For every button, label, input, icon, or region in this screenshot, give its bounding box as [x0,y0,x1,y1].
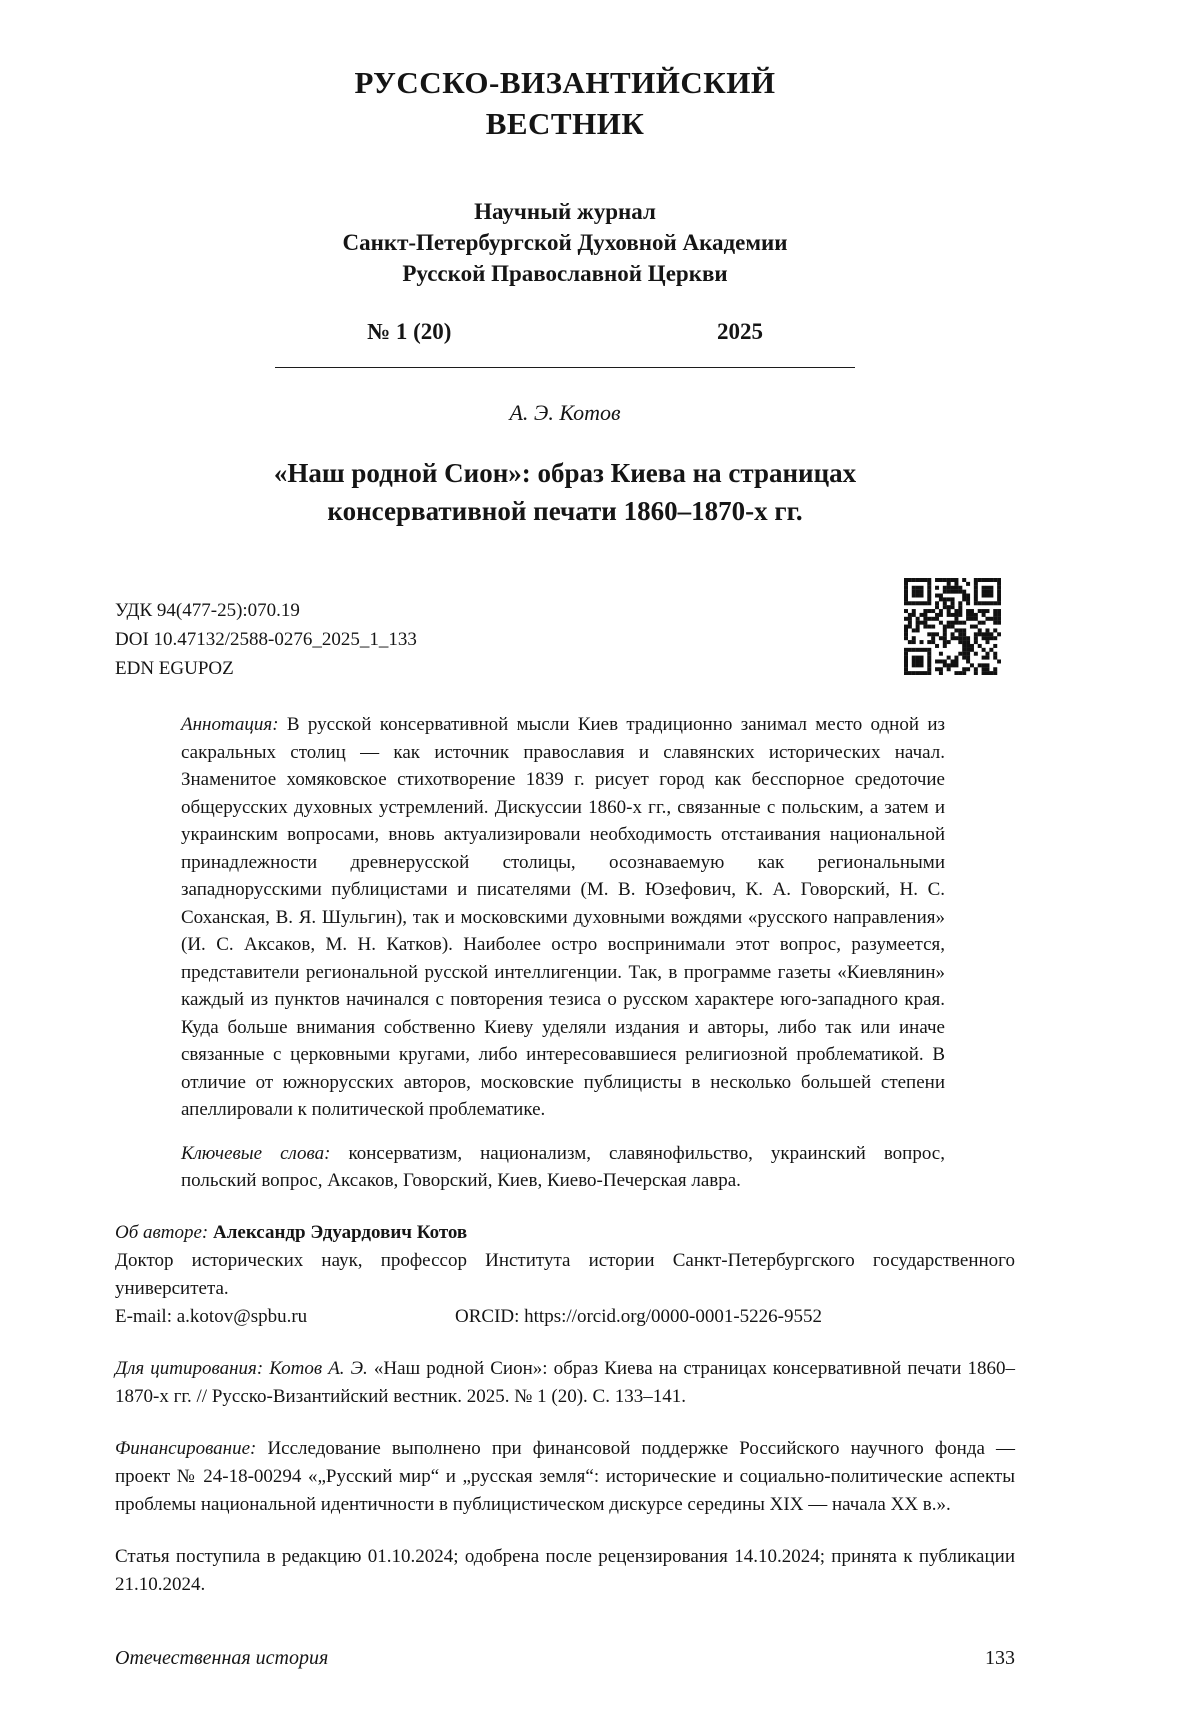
article-identifiers [115,596,417,683]
dates-section [115,1543,1015,1599]
keywords-section [181,1140,945,1195]
orcid-value: https://orcid.org/0000-0001-5226-9552 [524,1305,822,1327]
citation-section [115,1355,1015,1411]
keywords-label: Ключевые слова: [181,1142,331,1164]
footer-section-title: Отечественная история [115,1647,329,1669]
citation-label: Для цитирования: [115,1357,264,1379]
citation-text-block [115,1355,1015,1411]
email-label: E-mail: [115,1305,172,1327]
footer-page-number: 133 [985,1647,1015,1669]
abstract-section [181,711,945,1124]
author-bio: Доктор исторических наук, профессор Института истории Санкт-Петербургского государственного университета. [115,1249,1015,1299]
funding-label: Финансирование: [115,1437,257,1459]
journal-title [115,62,1015,144]
article-meta [115,596,1015,683]
article-author: А. Э. Котов [509,400,621,425]
email-value: a.kotov@spbu.ru [176,1305,308,1327]
about-author-label: Об авторе: [115,1221,209,1243]
journal-subtitle-line1: Научный журнал [474,199,656,224]
article-title [115,454,1015,530]
edn-code: EDN EGUPOZ [115,658,234,680]
article-title-line2: консервативной печати 1860–1870-х гг. [327,496,803,526]
funding-section [115,1435,1015,1519]
qr-code [904,578,1001,675]
doi-code: DOI 10.47132/2588-0276_2025_1_133 [115,629,417,651]
funding-text-block [115,1435,1015,1519]
orcid-label: ORCID: [455,1305,520,1327]
issue-number: № 1 (20) [367,319,452,344]
abstract-label: Аннотация: [181,714,279,736]
keywords-text: консерватизм, национализм, славянофильство, украинский вопрос, польский вопрос, Аксаков, Говорский, Киев, Киево-Печерская лавра. [181,1142,945,1192]
article-title-line1: «Наш родной Сион»: образ Киева на страницах [273,458,857,488]
citation-author: Котов А. Э. [269,1357,368,1379]
about-author-line [115,1219,1015,1247]
journal-subtitle [115,196,1015,289]
journal-subtitle-line2: Санкт-Петербургской Духовной Академии [342,230,788,255]
article-heading [115,368,1015,552]
journal-header [115,62,1015,368]
author-full-name: Александр Эдуардович Котов [213,1221,468,1243]
journal-title-line2: ВЕСТНИК [485,106,645,141]
journal-title-line1: РУССКО-ВИЗАНТИЙСКИЙ [354,65,776,100]
journal-subtitle-line3: Русской Православной Церкви [402,261,728,286]
citation-text: «Наш родной Сион»: образ Киева на страницах консервативной печати 1860–1870-х гг. // Русско-Византийский вестник. 2025. № 1 (20). С. 133–141. [115,1357,1015,1407]
abstract-text: В русской консервативной мысли Киев традиционно занимал место одной из сакральных столиц — как источник православия и славянских исторических начал. Знаменитое хомяковское стихотворение 1839 г. рисует город как бесспорное средоточие общерусских духовных устремлений. Дискуссии 1860-х гг., связанные с польским, а затем и украинским вопросами, вновь актуализировали необходимость отстаивания национальной принадлежности древнерусской столицы, осознаваемую как региональными западнорусскими публицистами и писателями (М. В. Юзефович, К. А. Говорский, Н. С. Соханская, В. Я. Шульгин), так и московскими духовными вождями «русского направления» (И. С. Аксаков, М. Н. Катков). Наиболее остро воспринимали этот вопрос, разумеется, представители региональной русской интеллигенции. Так, в программе газеты «Киевлянин» каждый из пунктов начинался с повторения тезиса о русском характере юго-западного края. Куда больше внимания собственно Киеву уделяли издания и авторы, либо так или иначе связанные с церковными кругами, либо интересовавшиеся религиозной проблематикой. В отличие от южнорусских авторов, московские публицисты в несколько большей степени апеллировали к политической проблематике. [181,714,945,1121]
about-author-section [115,1219,1015,1331]
orcid-line [455,1303,822,1331]
page-footer [115,1607,1015,1670]
issue-year: 2025 [717,319,763,344]
email-line [115,1303,455,1331]
issue-row [275,319,855,345]
contact-row [115,1303,1015,1331]
dates-text: Статья поступила в редакцию 01.10.2024; одобрена после рецензирования 14.10.2024; принята к публикации 21.10.2024. [115,1545,1015,1595]
funding-text: Исследование выполнено при финансовой поддержке Российского научного фонда — проект № 24-18-00294 «„Русский мир“ и „русская земля“: исторические и социально-политические аспекты проблемы национальной идентичности в публицистическом дискурсе середины XIX — начала XX в.». [115,1437,1016,1515]
udc-code: УДК 94(477-25):070.19 [115,600,300,622]
